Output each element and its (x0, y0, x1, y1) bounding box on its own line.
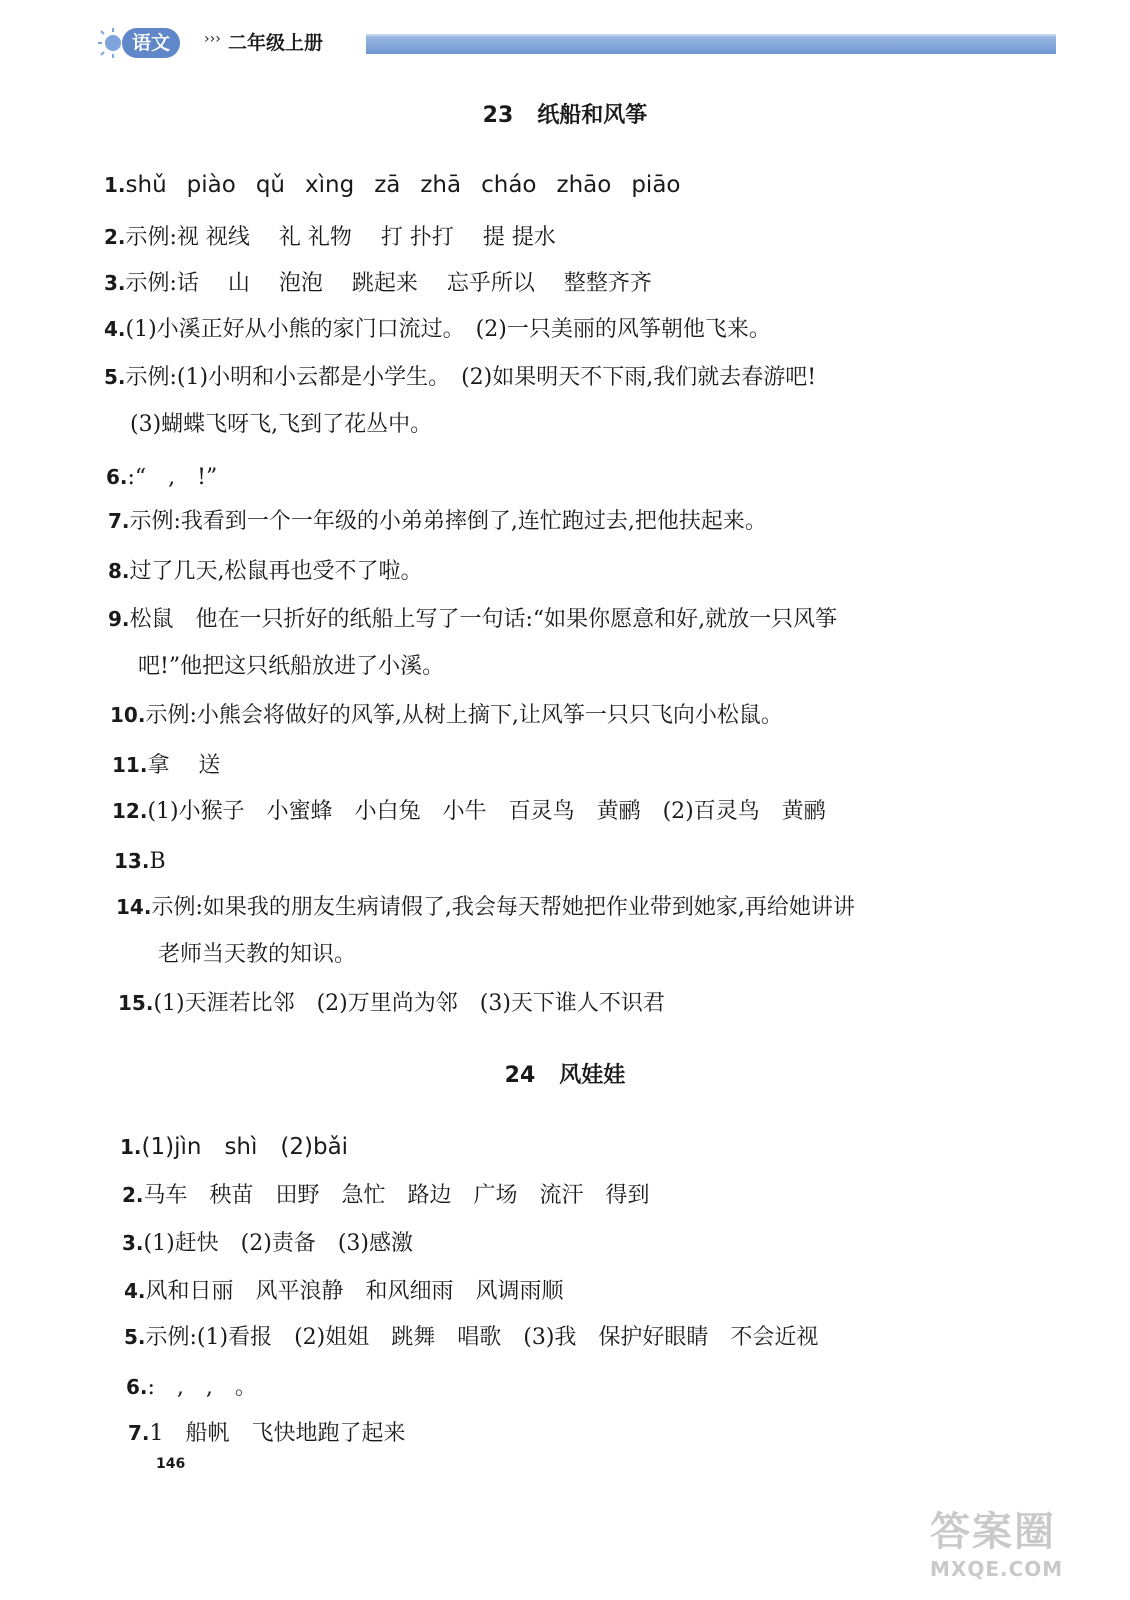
pinyin-item: piào (186, 172, 236, 198)
answer-23-14-cont (158, 940, 356, 970)
answer-text: 风和日丽 风平浪静 和风细雨 风调雨顺 (145, 1279, 564, 1304)
answer-text: 示例:(1)小明和小云都是小学生。 (2)如果明天不下雨,我们就去春游吧! (125, 365, 817, 390)
answer-23-8 (108, 556, 423, 587)
section-23-title (0, 98, 1130, 129)
answer-text: (3)蝴蝶飞呀飞,飞到了花丛中。 (130, 412, 433, 437)
pinyin-item: zhā (420, 172, 462, 198)
answer-text: 吧!”他把这只纸船放进了小溪。 (138, 654, 445, 679)
section-number: 23 (482, 103, 514, 128)
question-number: 11. (112, 753, 148, 777)
section-number: 24 (504, 1063, 536, 1088)
answer-23-9 (108, 604, 837, 635)
answer-text: (1)天涯若比邻 (2)万里尚为邻 (3)天下谁人不识君 (153, 991, 665, 1016)
section-24-title (0, 1058, 1130, 1089)
watermark-url: MXQE.COM (930, 1557, 1064, 1581)
question-number: 5. (124, 1325, 146, 1349)
question-number: 3. (104, 271, 126, 295)
question-number: 2. (122, 1183, 144, 1207)
question-number: 9. (108, 607, 130, 631)
question-number: 6. (126, 1375, 148, 1399)
answer-text: 示例:(1)看报 (2)姐姐 跳舞 唱歌 (3)我 保护好眼睛 不会近视 (145, 1325, 819, 1350)
pinyin-item: cháo (481, 172, 537, 198)
answer-text: (1)小溪正好从小熊的家门口流过。 (2)一只美丽的风筝朝他飞来。 (125, 317, 771, 342)
question-number: 1. (104, 173, 126, 197)
answer-23-4 (104, 314, 771, 345)
answer-text: 示例:话 山 泡泡 跳起来 忘乎所以 整整齐齐 (125, 271, 652, 296)
answer-text: : , , 。 (147, 1375, 257, 1400)
answer-24-5 (124, 1322, 818, 1353)
answer-23-5-cont (130, 410, 432, 440)
answer-24-3 (122, 1228, 413, 1259)
question-number: 5. (104, 365, 126, 389)
answer-text: (1)jìn shì (2)bǎi (141, 1134, 349, 1160)
answer-text: (1)赶快 (2)责备 (3)感激 (143, 1231, 414, 1256)
answer-text: (1)小猴子 小蜜蜂 小白兔 小牛 百灵鸟 黄鹂 (2)百灵鸟 黄鹂 (147, 799, 826, 824)
answer-text: 松鼠 他在一只折好的纸船上写了一句话:“如果你愿意和好,就放一只风筝 (129, 607, 838, 632)
question-number: 12. (112, 799, 148, 823)
answer-23-2 (104, 222, 556, 253)
question-number: 7. (128, 1421, 150, 1445)
answer-text: 过了几天,松鼠再也受不了啦。 (129, 559, 423, 584)
answer-23-3 (104, 268, 652, 299)
pinyin-item: qǔ (255, 172, 285, 198)
answer-23-7 (108, 506, 767, 537)
answer-23-14 (116, 892, 855, 923)
page-number: 146 (156, 1456, 186, 1472)
answer-text: 马车 秧苗 田野 急忙 路边 广场 流汗 得到 (143, 1183, 650, 1208)
answer-text: :“ , !” (127, 465, 218, 490)
answer-24-4 (124, 1276, 564, 1307)
pinyin-item: piāo (631, 172, 681, 198)
answer-23-1 (104, 170, 700, 200)
pinyin-item: shǔ (125, 172, 167, 198)
answer-text: 示例:我看到一个一年级的小弟弟摔倒了,连忙跑过去,把他扶起来。 (129, 509, 767, 534)
chevrons-icon: ››› (204, 31, 221, 47)
answer-24-2 (122, 1180, 650, 1211)
question-number: 2. (104, 225, 126, 249)
question-number: 8. (108, 559, 130, 583)
answer-24-6 (126, 1372, 257, 1403)
watermark (930, 1500, 1110, 1590)
answer-text: 拿 送 (147, 753, 221, 778)
subject-badge: 语文 (122, 28, 180, 58)
question-number: 1. (120, 1135, 142, 1159)
answer-23-15 (118, 988, 665, 1019)
answer-23-11 (112, 750, 220, 781)
answer-text: 示例:如果我的朋友生病请假了,我会每天帮她把作业带到她家,再给她讲讲 (151, 895, 855, 920)
answer-23-13 (114, 846, 166, 877)
question-number: 4. (124, 1279, 146, 1303)
question-number: 4. (104, 317, 126, 341)
answer-text: 示例:视 视线 礼 礼物 打 扑打 提 提水 (125, 225, 556, 250)
answer-text: 老师当天教的知识。 (158, 942, 357, 967)
page-header (96, 18, 1056, 64)
answer-24-7 (128, 1418, 406, 1449)
pinyin-item: xìng (305, 172, 355, 198)
pinyin-item: zhāo (556, 172, 612, 198)
header-bar (366, 34, 1056, 54)
question-number: 15. (118, 991, 154, 1015)
answer-23-9-cont (138, 652, 444, 682)
section-title: 纸船和风筝 (537, 103, 648, 128)
question-number: 13. (114, 849, 150, 873)
question-number: 7. (108, 509, 130, 533)
watermark-title: 答案圈 (930, 1509, 1056, 1555)
question-number: 3. (122, 1231, 144, 1255)
section-title: 风娃娃 (559, 1063, 626, 1088)
grade-label: 二年级上册 (228, 32, 324, 54)
answer-text: 1 船帆 飞快地跑了起来 (149, 1421, 406, 1446)
answer-23-12 (112, 796, 826, 827)
answer-text: 示例:小熊会将做好的风筝,从树上摘下,让风筝一只只飞向小松鼠。 (145, 703, 783, 728)
answer-23-6 (106, 462, 217, 493)
question-number: 6. (106, 465, 128, 489)
answer-23-5 (104, 362, 816, 393)
pinyin-item: zā (374, 172, 401, 198)
answer-23-10 (110, 700, 783, 731)
answer-24-1 (120, 1132, 348, 1163)
answer-text: B (149, 849, 166, 874)
question-number: 14. (116, 895, 152, 919)
question-number: 10. (110, 703, 146, 727)
